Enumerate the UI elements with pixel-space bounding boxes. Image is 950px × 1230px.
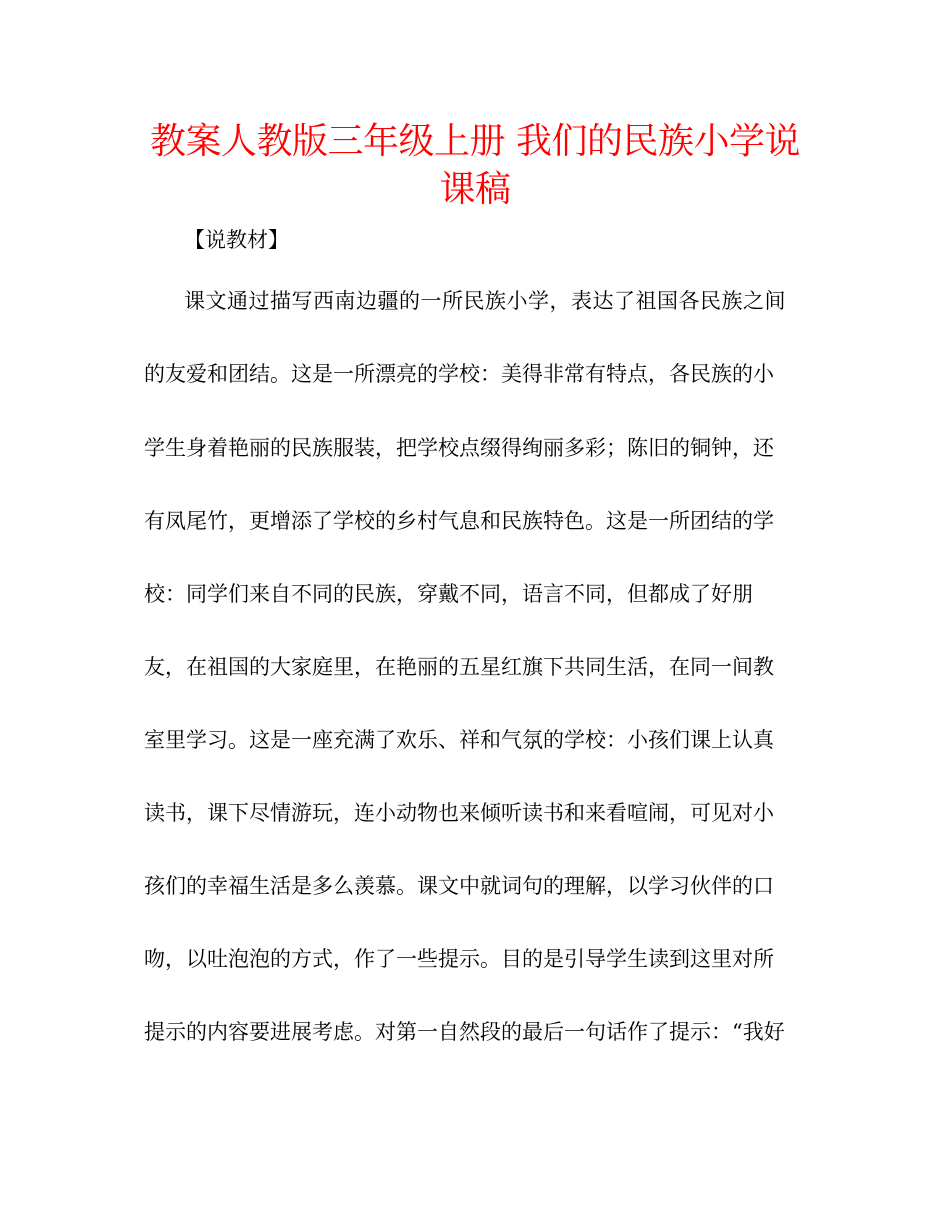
body-line-3: 学生身着艳丽的民族服装，把学校点缀得绚丽多彩；陈旧的铜钟，还 [144, 436, 774, 460]
body-line-2: 的友爱和团结。这是一所漂亮的学校：美得非常有特点，各民族的小 [144, 362, 774, 386]
body-line-6: 友，在祖国的大家庭里，在艳丽的五星红旗下共同生活，在同一间教 [144, 655, 774, 679]
body-line-5: 校：同学们来自不同的民族，穿戴不同，语言不同，但都成了好朋 [144, 582, 753, 606]
document-title [100, 118, 850, 214]
title-line-1: 教案人教版三年级上册 我们的民族小学说 [150, 121, 800, 162]
body-line-4: 有凤尾竹，更增添了学校的乡村气息和民族特色。这是一所团结的学 [144, 509, 774, 533]
title-line-2: 课稿 [439, 169, 511, 210]
section-heading: 【说教材】 [184, 228, 289, 252]
body-line-10: 吻，以吐泡泡的方式，作了一些提示。目的是引导学生读到这里对所 [144, 947, 774, 971]
body-line-1: 课文通过描写西南边疆的一所民族小学，表达了祖国各民族之间 [184, 289, 786, 313]
body-line-8: 读书，课下尽情游玩，连小动物也来倾听读书和来看喧闹，可见对小 [144, 801, 774, 825]
body-line-7: 室里学习。这是一座充满了欢乐、祥和气氛的学校：小孩们课上认真 [144, 728, 774, 752]
body-line-11: 提示的内容要进展考虑。对第一自然段的最后一句话作了提示：“我好 [144, 1020, 785, 1044]
body-line-9: 孩们的幸福生活是多么羡慕。课文中就词句的理解，以学习伙伴的口 [144, 874, 774, 898]
